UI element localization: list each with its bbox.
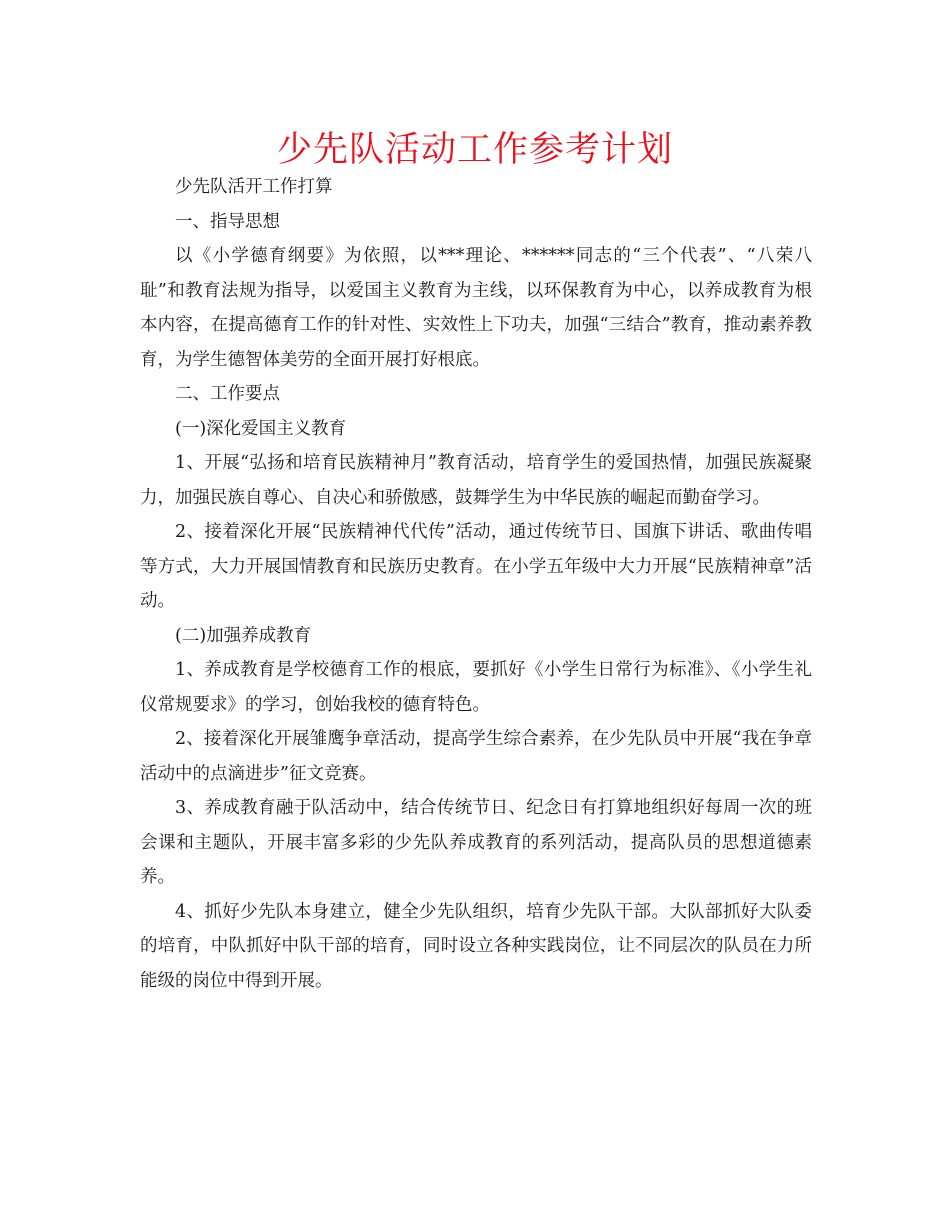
body-paragraph: 1、养成教育是学校德育工作的根底，要抓好《小学生日常行为标准》、《小学生礼仪常规要求》的学习，创始我校的德育特色。 (140, 660, 812, 715)
document-title: 少先队活动工作参考计划 (276, 130, 673, 170)
body-paragraph: 4、抓好少先队本身建立，健全少先队组织，培育少先队干部。大队部抓好大队委的培育，中队抓好中队干部的培育，同时设立各种实践岗位，让不同层次的队员在力所能级的岗位中得到开展。 (140, 901, 812, 991)
body-paragraph: 2、接着深化开展雏鹰争章活动，提高学生综合素养，在少先队员中开展“我在争章活动中的点滴进步”征文竞赛。 (140, 729, 812, 784)
body-paragraph: 1、开展“弘扬和培育民族精神月”教育活动，培育学生的爱国热情，加强民族凝聚力，加强民族自尊心、自决心和骄傲感，鼓舞学生为中华民族的崛起而勤奋学习。 (140, 453, 812, 508)
body-paragraph: 3、养成教育融于队活动中，结合传统节日、纪念日有打算地组织好每周一次的班会课和主题队，开展丰富多彩的少先队养成教育的系列活动，提高队员的思想道德素养。 (140, 798, 812, 887)
body-paragraph: 2、接着深化开展“民族精神代代传”活动，通过传统节日、国旗下讲话、歌曲传唱等方式，大力开展国情教育和民族历史教育。在小学五年级中大力开展“民族精神章”活动。 (140, 522, 812, 611)
subsection-heading: (一)深化爱国主义教育 (175, 418, 347, 439)
body-paragraph: 少先队活开工作打算 (175, 177, 333, 197)
subsection-heading: (二)加强养成教育 (175, 625, 312, 646)
document-body (140, 170, 812, 998)
section-heading: 二、工作要点 (175, 384, 280, 404)
body-paragraph: 以《小学德育纲要》为依照，以***理论、******同志的“三个代表”、“八荣八耻”和教育法规为指导，以爱国主义教育为主线，以环保教育为中心，以养成教育为根本内容，在提高德育工作的针对性、实效性上下功夫，加强“三结合”教育，推动素养教育，为学生德智体美劳的全面开展打好根底。 (140, 246, 812, 370)
section-heading: 一、指导思想 (175, 211, 280, 232)
